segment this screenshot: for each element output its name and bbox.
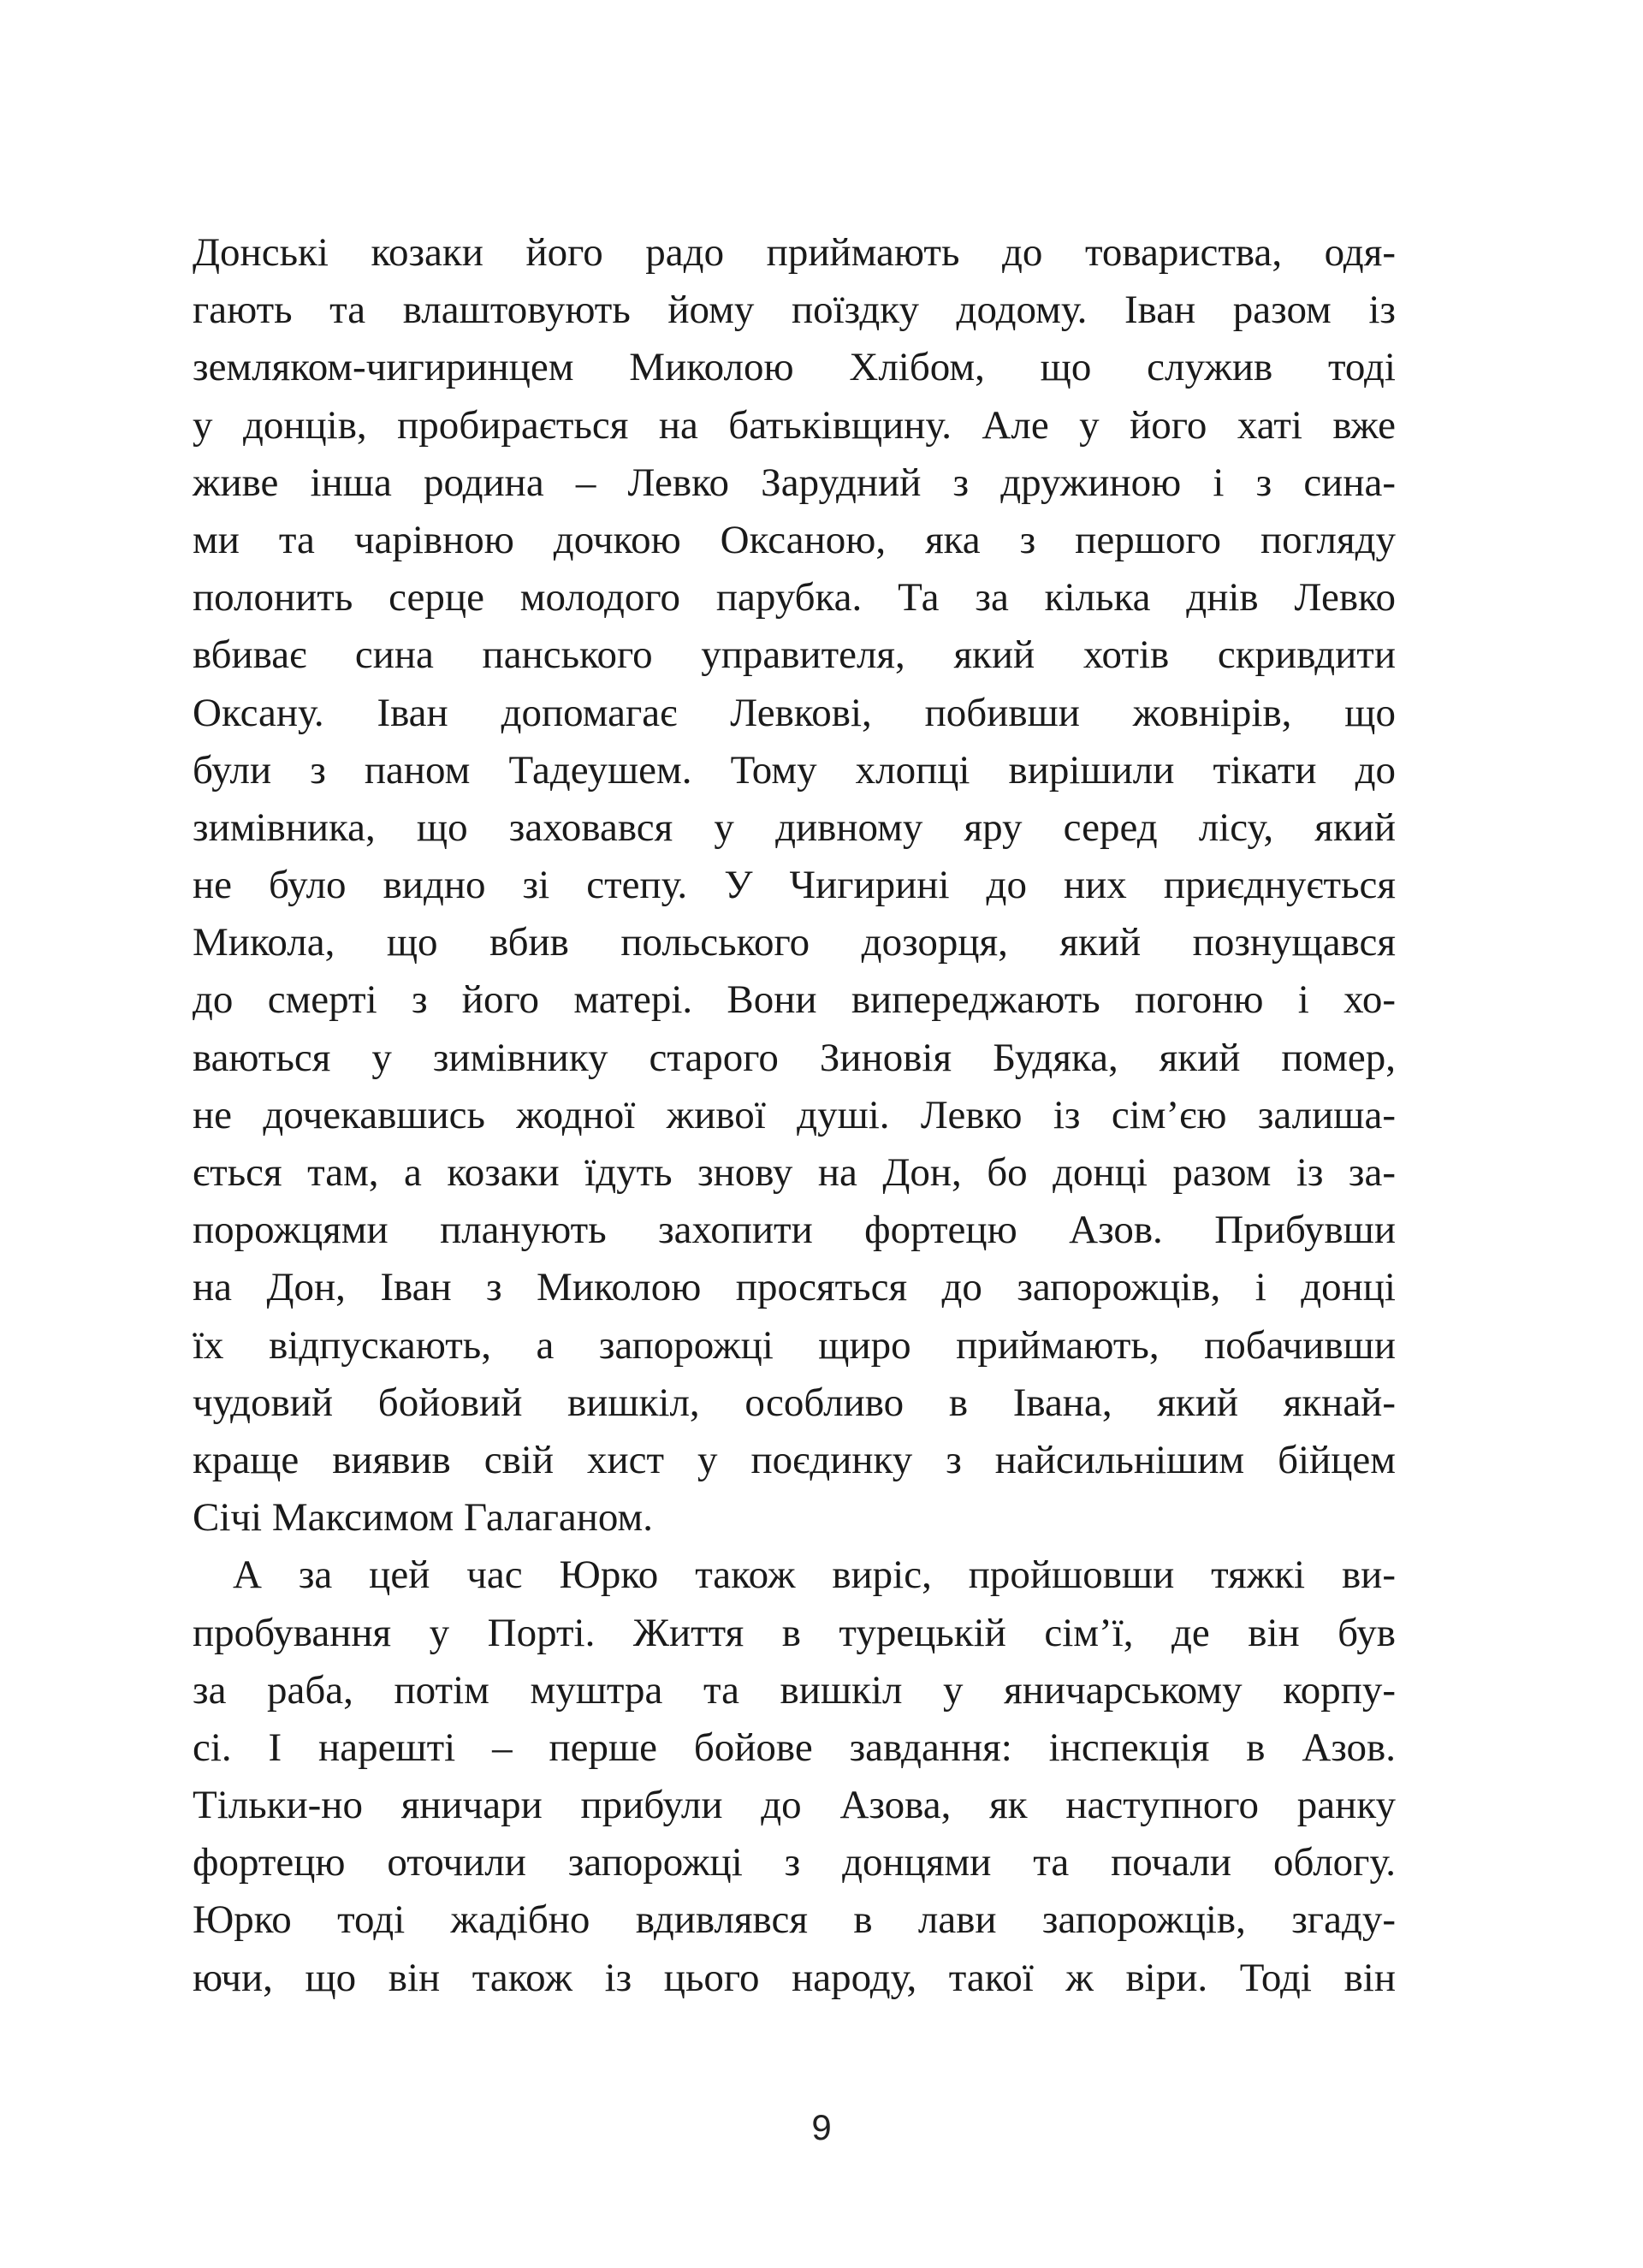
- text-line: полонить серце молодого парубка. Та за кілька днів Левко: [193, 575, 1396, 620]
- page-number: 9: [811, 2107, 832, 2147]
- body-text: [193, 224, 1396, 2007]
- text-line: сі. І нарешті – перше бойове завдання: інспекція в Азов.: [193, 1725, 1396, 1770]
- text-line: ваються у зимівнику старого Зиновія Будяка, який помер,: [193, 1035, 1396, 1080]
- paragraph: [193, 224, 1396, 1547]
- text-line: на Дон, Іван з Миколою просяться до запорожців, і донці: [193, 1265, 1396, 1310]
- text-line: живе інша родина – Левко Зарудний з дружиною і з сина-: [193, 460, 1396, 505]
- text-line: ючи, що він також із цього народу, такої ж віри. Тоді він: [193, 1955, 1396, 2000]
- text-line: до смерті з його матері. Вони випереджають погоню і хо-: [193, 977, 1396, 1023]
- text-line: за раба, потім муштра та вишкіл у яничарському корпу-: [193, 1667, 1396, 1713]
- text-line: Донські козаки його радо приймають до товариства, одя-: [193, 230, 1396, 275]
- text-line: Микола, що вбив польського дозорця, який познущався: [193, 920, 1396, 965]
- text-line: А за цей час Юрко також виріс, пройшовши тяжкі ви-: [233, 1553, 1396, 1598]
- text-line: їх відпускають, а запорожці щиро приймають, побачивши: [193, 1322, 1396, 1368]
- text-line: ється там, а козаки їдуть знову на Дон, бо донці разом із за-: [193, 1150, 1396, 1195]
- text-line: земляком-чигиринцем Миколою Хлібом, що служив тоді: [193, 345, 1396, 390]
- text-line: не дочекавшись жодної живої душі. Левко із сім’єю залиша-: [193, 1092, 1396, 1137]
- text-line: порожцями планують захопити фортецю Азов. Прибувши: [193, 1208, 1396, 1253]
- text-line: чудовий бойовий вишкіл, особливо в Івана, який якнай-: [193, 1380, 1396, 1425]
- text-line: Оксану. Іван допомагає Левкові, побивши жовнірів, що: [193, 690, 1396, 735]
- text-line: краще виявив свій хист у поєдинку з найсильнішим бійцем: [193, 1437, 1396, 1482]
- text-line: ми та чарівною дочкою Оксаною, яка з першого погляду: [193, 517, 1396, 562]
- text-line: Січі Максимом Галаганом.: [193, 1495, 653, 1541]
- paragraph: [193, 1547, 1396, 2007]
- text-line: фортецю оточили запорожці з донцями та почали облогу.: [193, 1840, 1396, 1885]
- text-line: гають та влаштовують йому поїздку додому. Іван разом із: [193, 288, 1396, 333]
- text-line: Тільки-но яничари прибули до Азова, як наступного ранку: [193, 1783, 1396, 1828]
- text-line: Юрко тоді жадібно вдивлявся в лави запорожців, згаду-: [193, 1897, 1396, 1943]
- text-line: були з паном Тадеушем. Тому хлопці вирішили тікати до: [193, 747, 1396, 793]
- text-line: не було видно зі степу. У Чигирині до них приєднується: [193, 863, 1396, 908]
- text-line: вбиває сина панського управителя, який хотів скривдити: [193, 632, 1396, 678]
- text-line: пробування у Порті. Життя в турецькій сім’ї, де він був: [193, 1610, 1396, 1655]
- text-line: зимівника, що заховався у дивному яру серед лісу, який: [193, 804, 1396, 850]
- text-line: у донців, пробирається на батьківщину. Але у його хаті вже: [193, 402, 1396, 448]
